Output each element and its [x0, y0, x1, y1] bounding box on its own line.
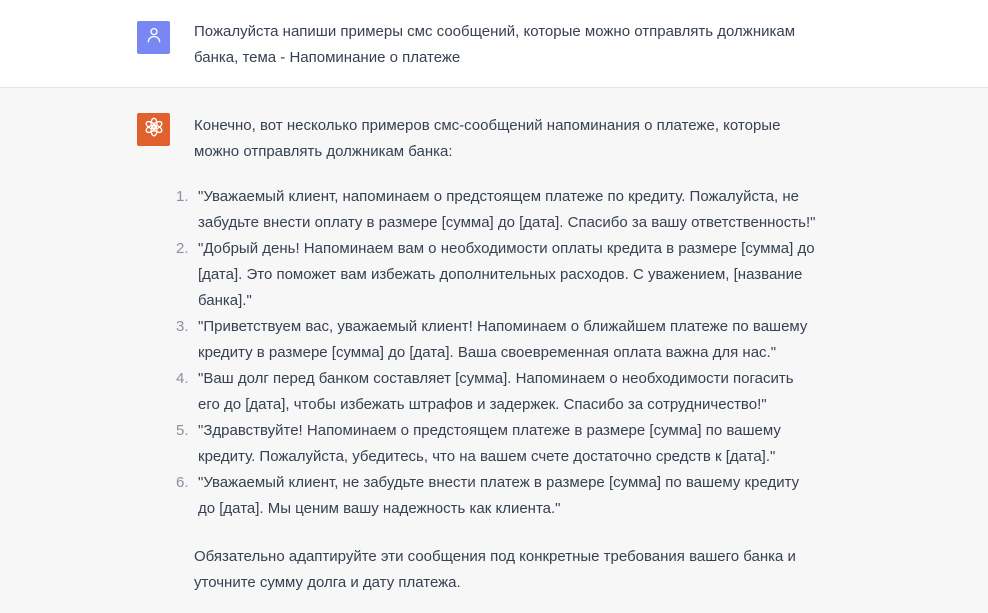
list-item-text: "Приветствуем вас, уважаемый клиент! Напоминаем о ближайшем платеже по вашему кредиту в размере [сумма] до [дата]. Ваша своевременная оплата важна для нас.": [198, 318, 808, 361]
list-item-text: "Уважаемый клиент, не забудьте внести платеж в размере [сумма] по вашему кредиту до [дата]. Мы ценим вашу надежность как клиента.": [198, 474, 800, 517]
user-avatar: [137, 21, 170, 54]
list-item: [176, 470, 816, 522]
list-item-number: 5.: [176, 422, 189, 439]
list-item-number: 1.: [176, 188, 189, 205]
list-item-text: "Ваш долг перед банком составляет [сумма]. Напоминаем о необходимости погасить его до [дата], чтобы избежать штрафов и задержек. Спасибо за сотрудничество!": [198, 370, 794, 413]
list-item-text: "Здравствуйте! Напоминаем о предстоящем платеже в размере [сумма] по вашему кредиту. Пожалуйста, убедитесь, что на вашем счете достаточно средств к [дата].": [198, 422, 781, 465]
list-item-text: "Уважаемый клиент, напоминаем о предстоящем платеже по кредиту. Пожалуйста, не забудьте внести оплату в размере [сумма] до [дата]. Спасибо за вашу ответственность!": [198, 188, 816, 231]
user-message-row: [0, 0, 988, 88]
assistant-intro-text: Конечно, вот несколько примеров смс-сообщений напоминания о платеже, которые можно отправлять должникам банка:: [194, 117, 781, 160]
assistant-message-row: [0, 88, 988, 613]
list-item-text: "Добрый день! Напоминаем вам о необходимости оплаты кредита в размере [сумма] до [дата]. Это поможет вам избежать дополнительных расходов. С уважением, [название банка].": [198, 240, 815, 309]
user-message-text: Пожалуйста напиши примеры смс сообщений, которые можно отправлять должникам банка, тема - Напоминание о платеже: [194, 23, 796, 66]
list-item-number: 6.: [176, 474, 189, 491]
list-item: [176, 236, 816, 314]
list-item-number: 2.: [176, 240, 189, 257]
list-item: [176, 314, 816, 366]
user-icon: [145, 26, 163, 49]
list-item-number: 3.: [176, 318, 189, 335]
list-item: [176, 366, 816, 418]
list-item: [176, 184, 816, 236]
list-item: [176, 418, 816, 470]
list-item-number: 4.: [176, 370, 189, 387]
assistant-avatar: [137, 113, 170, 146]
assistant-outro-text: Обязательно адаптируйте эти сообщения под конкретные требования вашего банка и уточните сумму долга и дату платежа.: [194, 548, 796, 591]
openai-logo-icon: [143, 116, 165, 143]
sms-examples-list: [176, 184, 816, 522]
